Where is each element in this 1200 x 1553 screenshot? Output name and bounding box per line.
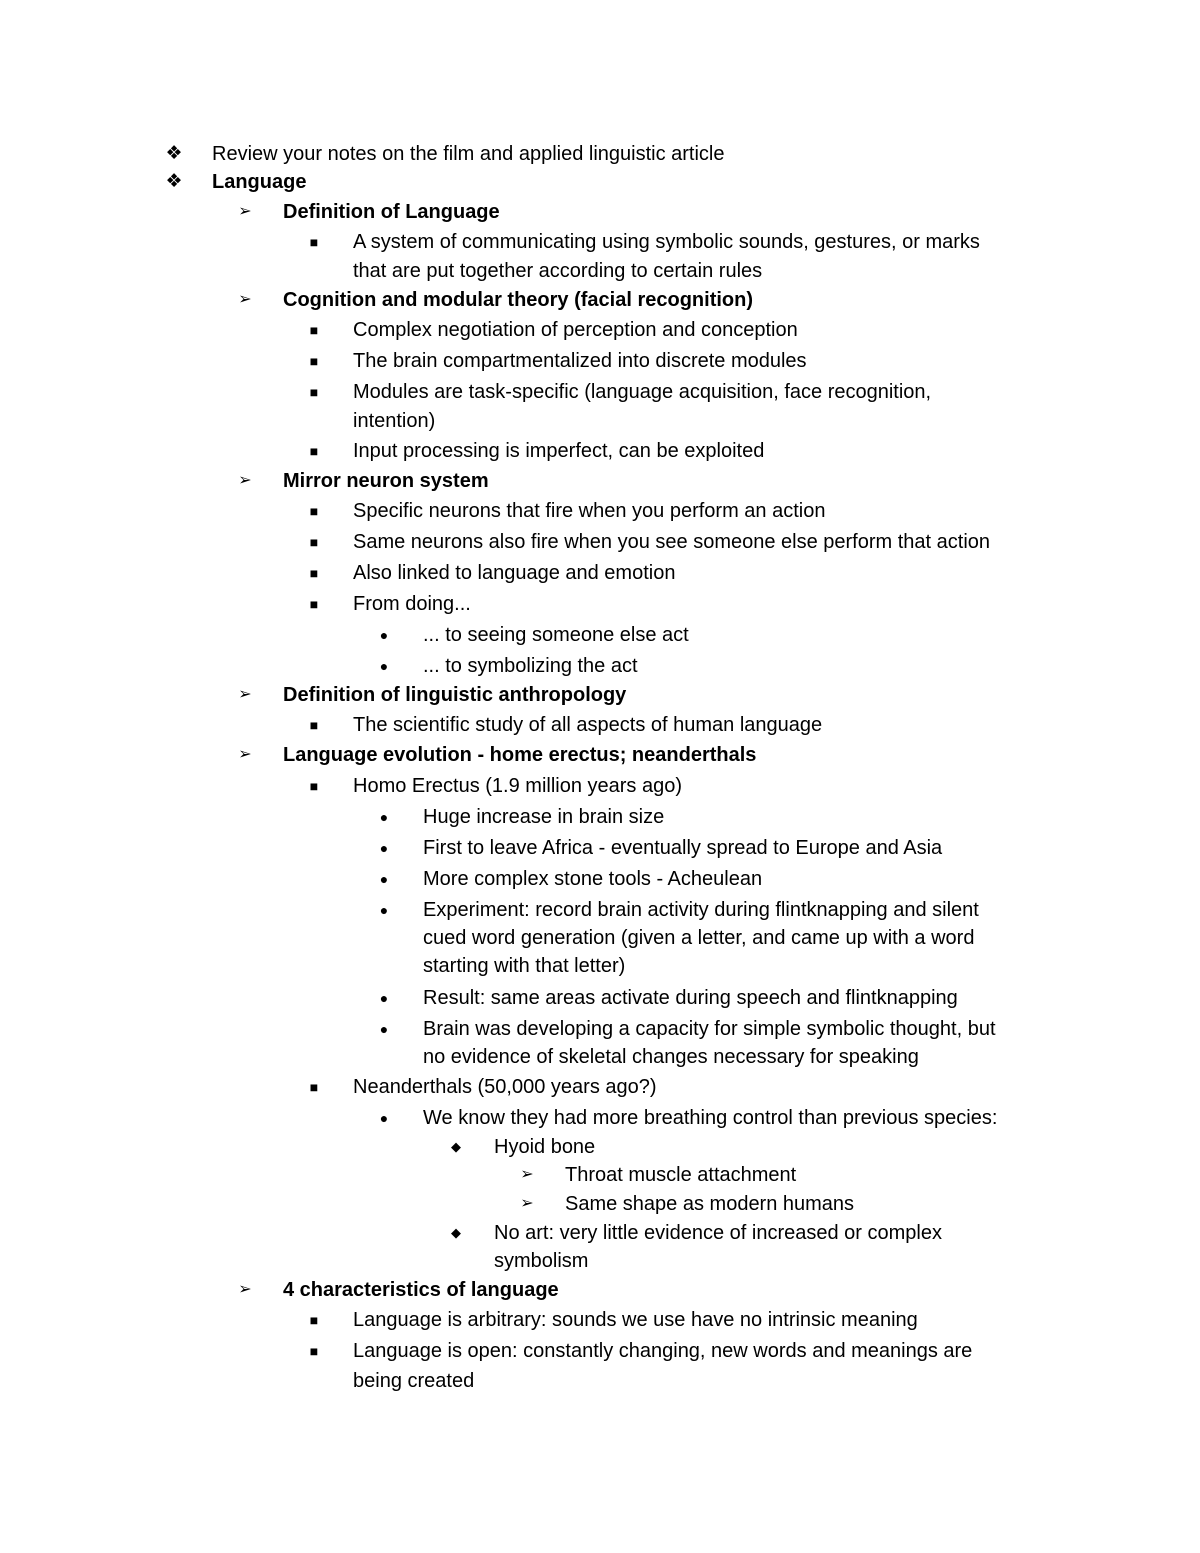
outline-item-text: Modules are task-specific (language acquisition, face recognition, bbox=[353, 381, 932, 403]
outline-item-text: Also linked to language and emotion bbox=[353, 562, 676, 584]
round-bullet-icon: ● bbox=[379, 990, 389, 1006]
outline-heading: Mirror neuron system bbox=[283, 470, 489, 492]
outline-item-text: ... to symbolizing the act bbox=[423, 655, 638, 677]
outline-item-text: that are put together according to certain rules bbox=[353, 260, 763, 282]
outline-item-text: Complex negotiation of perception and conception bbox=[353, 319, 798, 341]
outline-item-text: Input processing is imperfect, can be exploited bbox=[353, 440, 765, 462]
square-bullet-icon: ■ bbox=[309, 565, 319, 581]
square-bullet-icon: ■ bbox=[309, 596, 319, 612]
square-bullet-icon: ■ bbox=[309, 234, 319, 250]
arrowhead-bullet-icon: ➢ bbox=[520, 1166, 534, 1183]
square-bullet-icon: ■ bbox=[309, 322, 319, 338]
round-bullet-icon: ● bbox=[379, 871, 389, 887]
outline-item-text: Experiment: record brain activity during flintknapping and silent bbox=[423, 899, 979, 921]
outline-heading: Definition of linguistic anthropology bbox=[283, 684, 627, 706]
round-bullet-icon: ● bbox=[379, 809, 389, 825]
square-bullet-icon: ■ bbox=[309, 534, 319, 550]
outline-heading: Definition of Language bbox=[283, 201, 500, 223]
outline-item-text: First to leave Africa - eventually spread to Europe and Asia bbox=[423, 837, 943, 859]
diamond-cluster-bullet-icon: ❖ bbox=[165, 143, 183, 164]
arrowhead-bullet-icon: ➢ bbox=[238, 472, 252, 489]
outline-item-text: Result: same areas activate during speech and flintknapping bbox=[423, 987, 958, 1009]
outline-item-text: Language is arbitrary: sounds we use have no intrinsic meaning bbox=[353, 1309, 918, 1331]
square-bullet-icon: ■ bbox=[309, 503, 319, 519]
round-bullet-icon: ● bbox=[379, 902, 389, 918]
round-bullet-icon: ● bbox=[379, 1110, 389, 1126]
arrowhead-bullet-icon: ➢ bbox=[238, 1281, 252, 1298]
outline-item-text: intention) bbox=[353, 410, 436, 432]
arrowhead-bullet-icon: ➢ bbox=[238, 746, 252, 763]
outline-item-text: no evidence of skeletal changes necessary for speaking bbox=[423, 1046, 919, 1068]
outline-item-text: More complex stone tools - Acheulean bbox=[423, 868, 763, 890]
outline-item-text: starting with that letter) bbox=[423, 955, 626, 977]
square-bullet-icon: ■ bbox=[309, 1343, 319, 1359]
diamond-bullet-icon: ◆ bbox=[451, 1139, 461, 1154]
outline-item-text: We know they had more breathing control than previous species: bbox=[423, 1107, 998, 1129]
outline-item-text: ... to seeing someone else act bbox=[423, 624, 689, 646]
arrowhead-bullet-icon: ➢ bbox=[238, 686, 252, 703]
outline-item-text: The scientific study of all aspects of human language bbox=[353, 714, 823, 736]
outline-heading: 4 characteristics of language bbox=[283, 1279, 559, 1301]
square-bullet-icon: ■ bbox=[309, 1079, 319, 1095]
round-bullet-icon: ● bbox=[379, 658, 389, 674]
outline-item-text: Same shape as modern humans bbox=[565, 1193, 855, 1215]
outline-item-text: symbolism bbox=[494, 1250, 589, 1272]
arrowhead-bullet-icon: ➢ bbox=[520, 1195, 534, 1212]
square-bullet-icon: ■ bbox=[309, 778, 319, 794]
outline-item-text: cued word generation (given a letter, and came up with a word bbox=[423, 927, 975, 949]
square-bullet-icon: ■ bbox=[309, 384, 319, 400]
outline-item-text: A system of communicating using symbolic sounds, gestures, or marks bbox=[353, 231, 980, 253]
outline-item-text: being created bbox=[353, 1370, 475, 1392]
outline-heading: Language bbox=[212, 171, 307, 193]
outline-item-text: Language is open: constantly changing, new words and meanings are bbox=[353, 1340, 973, 1362]
outline-item-text: Throat muscle attachment bbox=[565, 1164, 797, 1186]
round-bullet-icon: ● bbox=[379, 627, 389, 643]
outline-item-text: Same neurons also fire when you see someone else perform that action bbox=[353, 531, 991, 553]
diamond-cluster-bullet-icon: ❖ bbox=[165, 171, 183, 192]
outline-heading: Language evolution - home erectus; neanderthals bbox=[283, 744, 757, 766]
outline-item-text: The brain compartmentalized into discrete modules bbox=[353, 350, 807, 372]
square-bullet-icon: ■ bbox=[309, 353, 319, 369]
arrowhead-bullet-icon: ➢ bbox=[238, 291, 252, 308]
square-bullet-icon: ■ bbox=[309, 1312, 319, 1328]
arrowhead-bullet-icon: ➢ bbox=[238, 203, 252, 220]
square-bullet-icon: ■ bbox=[309, 443, 319, 459]
square-bullet-icon: ■ bbox=[309, 717, 319, 733]
outline-heading: Cognition and modular theory (facial recognition) bbox=[283, 289, 754, 311]
diamond-bullet-icon: ◆ bbox=[451, 1225, 461, 1240]
outline-item-text: Specific neurons that fire when you perform an action bbox=[353, 500, 826, 522]
outline-item-text: Neanderthals (50,000 years ago?) bbox=[353, 1076, 657, 1098]
outline-item-text: No art: very little evidence of increased or complex bbox=[494, 1222, 942, 1244]
outline-item-text: Brain was developing a capacity for simple symbolic thought, but bbox=[423, 1018, 996, 1040]
round-bullet-icon: ● bbox=[379, 840, 389, 856]
outline-item-text: Hyoid bone bbox=[494, 1136, 596, 1158]
outline-item-text: From doing... bbox=[353, 593, 471, 615]
outline-item-text: Homo Erectus (1.9 million years ago) bbox=[353, 775, 683, 797]
outline-item-text: Huge increase in brain size bbox=[423, 806, 665, 828]
round-bullet-icon: ● bbox=[379, 1021, 389, 1037]
outline-item-text: Review your notes on the film and applied linguistic article bbox=[212, 143, 725, 165]
